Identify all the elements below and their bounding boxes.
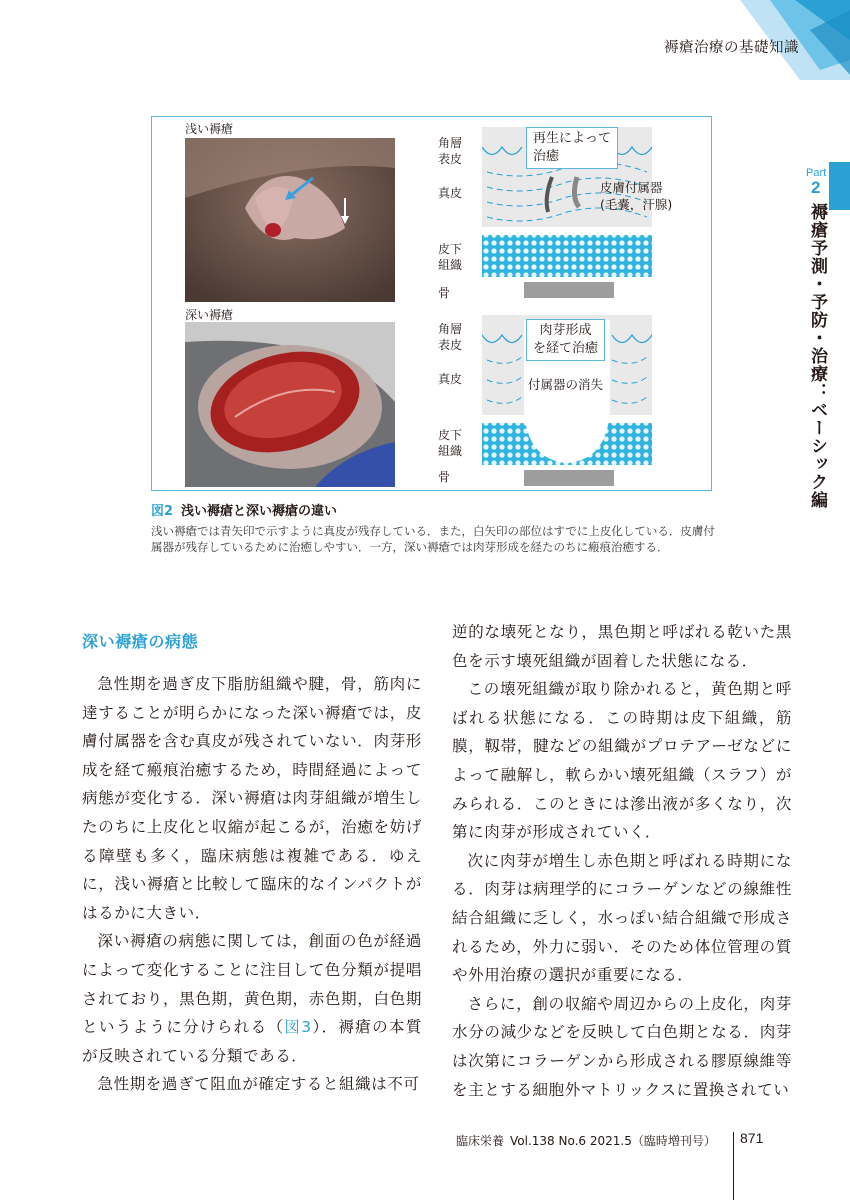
figure-2 — [151, 116, 712, 491]
part-vertical-title: 褥瘡予測・予防・治療：ベーシック編 — [807, 203, 827, 509]
shallow-photo-caption: 浅い褥瘡 — [185, 122, 234, 136]
paragraph: この壊死組織が取り除かれると，黄色期と呼ばれる状態になる．この時期は皮下組織，筋膜，靱帯，腱などの組織がプロテアーゼなどによって融解し，軟らかい壊死組織（スラフ）がみられる．このときには滲出液が多くなり，次第に肉芽が形成されていく． — [452, 680, 792, 842]
deep-photo-caption: 深い褥瘡 — [185, 308, 234, 322]
shallow-ulcer-photo — [185, 138, 395, 302]
paragraph: 急性期を過ぎ皮下脂肪組織や腱，骨，筋肉に達することが明らかになった深い褥瘡では，皮膚付属器を含む真皮が残されていない．肉芽形成を経て瘢痕治癒するため，時間経過によって病態が変化する．深い褥瘡は肉芽組織が増生したのちに上皮化と収縮が起こるが，治癒を妨げる障壁も多く，臨床病態は複雑である．ゆえに，浅い褥瘡と比較して臨床的なインパクトがはるかに大きい． — [82, 675, 422, 922]
shallow-layer-subcutis: 皮下 組織 — [438, 242, 463, 272]
deep-ulcer-photo — [185, 322, 395, 487]
paragraph — [82, 927, 422, 1070]
footer — [456, 1132, 716, 1149]
deep-layer-dermis: 真皮 — [438, 372, 463, 386]
journal-issue: Vol.138 No.6 2021.5（臨時増刊号） — [510, 1134, 716, 1148]
deep-layer-subcutis: 皮下 組織 — [438, 428, 463, 458]
part-number: 2 — [811, 178, 821, 197]
shallow-skin-diagram — [482, 127, 673, 302]
shallow-layer-epidermis: 角層 表皮 — [438, 136, 463, 166]
figure-title — [151, 500, 716, 519]
paragraph-text: 深い褥瘡の病態に関しては，創面の色が経過によって変化することに注目して色分類が提唱されており，黒色期，黄色期，赤色期，白色期というように分けられる（ — [82, 932, 422, 1037]
body-right-column — [452, 618, 792, 1104]
deep-layer-epidermis: 角層 表皮 — [438, 322, 463, 352]
part-tab-marker — [829, 162, 850, 210]
paragraph: 急性期を過ぎて阻血が確定すると組織は不可 — [97, 1075, 420, 1094]
figure-caption — [151, 500, 716, 555]
part-label: Part — [806, 167, 827, 179]
shallow-layer-dermis: 真皮 — [438, 186, 463, 200]
paragraph: 逆的な壊死となり，黒色期と呼ばれる乾いた黒色を示す壊死組織が固着した状態になる． — [452, 623, 792, 670]
paragraph: さらに，創の収縮や周辺からの上皮化，肉芽水分の減少などを反映して白色期となる．肉芽は次第にコラーゲンから形成される膠原線維等を主とする細胞外マトリックスに置換されてい — [452, 994, 792, 1099]
shallow-callout-regeneration: 再生によって 治癒 — [526, 127, 618, 169]
figure-3-reference[interactable]: 図3 — [284, 1018, 312, 1037]
running-header-title: 褥瘡治療の基礎知識 — [664, 40, 799, 56]
journal-name: 臨床栄養 — [456, 1134, 505, 1148]
shallow-layer-bone: 骨 — [438, 286, 451, 300]
paragraph: 次に肉芽が増生し赤色期と呼ばれる時期になる．肉芽は病理学的にコラーゲンなどの線維性結合組織に乏しく，水っぽい結合組織で形成されるため，外力に弱い．そのため体位管理の質や外用治療の選択が重要になる． — [452, 851, 792, 985]
section-heading: 深い褥瘡の病態 — [82, 632, 199, 651]
shallow-callout-appendages: 皮膚付属器 (毛嚢，汗腺) — [600, 180, 673, 212]
paragraph-text: ）．褥瘡の本質が反映されている分類である． — [82, 1018, 423, 1065]
deep-callout-granulation: 肉芽形成 を経て治癒 — [526, 319, 605, 361]
deep-callout-appendage-loss: 付属器の消失 — [528, 377, 604, 392]
body-left-column — [82, 628, 422, 1099]
deep-skin-diagram — [482, 315, 652, 487]
figure-number: 図2 — [151, 504, 174, 519]
figure-caption-text: 浅い褥瘡では青矢印で示すように真皮が残存している．また，白矢印の部位はすでに上皮化している．皮膚付属器が残存しているために治癒しやすい．一方，深い褥瘡では肉芽形成を経たのちに瘢痕治癒する． — [151, 524, 715, 554]
figure-title-text: 浅い褥瘡と深い褥瘡の違い — [181, 504, 338, 519]
page-number: 871 — [740, 1130, 764, 1146]
deep-layer-bone: 骨 — [438, 470, 451, 484]
footer-divider — [733, 1132, 734, 1200]
